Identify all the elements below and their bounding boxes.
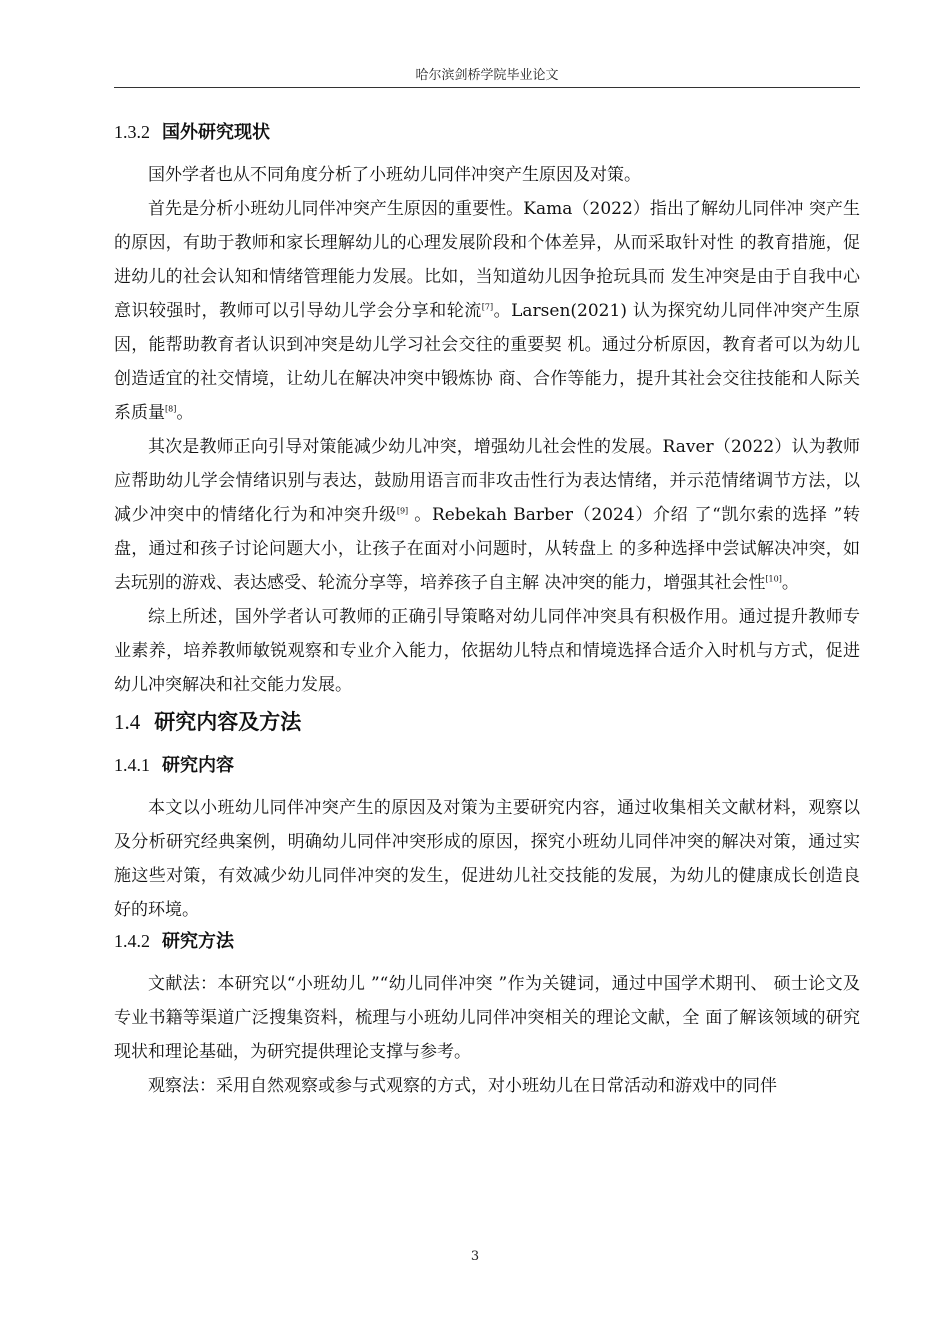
paragraph: 观察法：采用自然观察或参与式观察的方式，对小班幼儿在日常活动和游戏中的同伴 [148,1075,777,1096]
heading-1-4-1 [114,751,860,781]
citation-ref: [7] [481,302,494,312]
page-body [114,118,860,1103]
heading-1-4 [114,706,860,740]
paragraph: 文献法：本研究以“小班幼儿 ”“幼儿同伴冲突 ”作为关键词，通过中国学术期刊、 硕士论文及专业书籍等渠道广泛搜集资料，梳理与小班幼儿同伴冲突相关的理论文献，全 面了解该领域的研究现状和理论基础，为研究提供理论支撑与参考。 [114,973,860,1062]
citation-ref: [10] [765,574,782,584]
paragraph: 综上所述，国外学者认可教师的正确引导策略对幼儿同伴冲突具有积极作用。通过提升教师专业素养，培养教师敏锐观察和专业介入能力，依据幼儿特点和情境选择合适介入时机与方式，促进幼儿冲突解决和社交能力发展。 [114,606,860,695]
heading-number: 1.4 [114,709,141,734]
running-header: 哈尔滨剑桥学院毕业论文 [415,68,559,83]
heading-number: 1.4.1 [114,755,150,776]
paragraph: 国外学者也从不同角度分析了小班幼儿同伴冲突产生原因及对策。 [148,164,641,185]
citation-ref: [9] [396,506,409,516]
heading-number: 1.4.2 [114,931,150,952]
heading-title: 研究内容 [162,755,234,777]
heading-1-3-2 [114,118,860,148]
paragraph-text: 。 [781,572,799,593]
paragraph-text: 首先是分析小班幼儿同伴冲突产生原因的重要性。Kama（2022）指出了解幼儿同伴冲 突产生的原因，有助于教师和家长理解幼儿的心理发展阶段和个体差异，从而采取针对性 的教育措施，促进幼儿的社会认知和情绪管理能力发展。比如，当知道幼儿因争抢玩具而 发生冲突是由于自我中心意识较强时，教师可以引导幼儿学会分享和轮流 [114,198,860,321]
heading-1-4-2 [114,927,860,957]
paragraph-text: 。Larsen(2021) 认为探究幼儿同伴冲突产生原因，能帮助教育者认识到冲突是幼儿学习社会交往的重要契 机。通过分析原因，教育者可以为幼儿创造适宜的社交情境，让幼儿在解决冲突中锻炼协 商、合作等能力，提升其社会交往技能和人际关系质量 [114,300,861,423]
heading-title: 研究内容及方法 [154,709,302,734]
paragraph [114,430,860,600]
paragraph: 本文以小班幼儿同伴冲突产生的原因及对策为主要研究内容，通过收集相关文献材料，观察以及分析研究经典案例，明确幼儿同伴冲突形成的原因，探究小班幼儿同伴冲突的解决对策，通过实施这些对策，有效减少幼儿同伴冲突的发生，促进幼儿社交技能的发展，为幼儿的健康成长创造良好的环境。 [114,798,860,921]
paragraph [114,192,860,430]
header-divider [114,87,860,88]
paragraph-text: 其次是教师正向引导对策能减少幼儿冲突，增强幼儿社会性的发展。Raver（2022）认为教师应帮助幼儿学会情绪识别与表达，鼓励用语言而非攻击性行为表达情绪，并示范情绪调节方法，以减少冲突中的情绪化行为和冲突升级 [114,436,860,525]
heading-title: 国外研究现状 [162,122,270,143]
heading-title: 研究方法 [162,931,234,953]
paragraph-text: 。Rebekah Barber（2024）介绍 了“凯尔索的选择 ”转盘，通过和孩子讨论问题大小，让孩子在面对小问题时，从转盘上 的多种选择中尝试解决冲突，如去玩别的游戏、表达感受、轮流分享等，培养孩子自主解 决冲突的能力，增强其社会性 [114,504,861,593]
page-number: 3 [470,1249,480,1264]
citation-ref: [8] [165,404,177,414]
paragraph-text: 。 [176,402,194,423]
heading-number: 1.3.2 [114,122,150,142]
